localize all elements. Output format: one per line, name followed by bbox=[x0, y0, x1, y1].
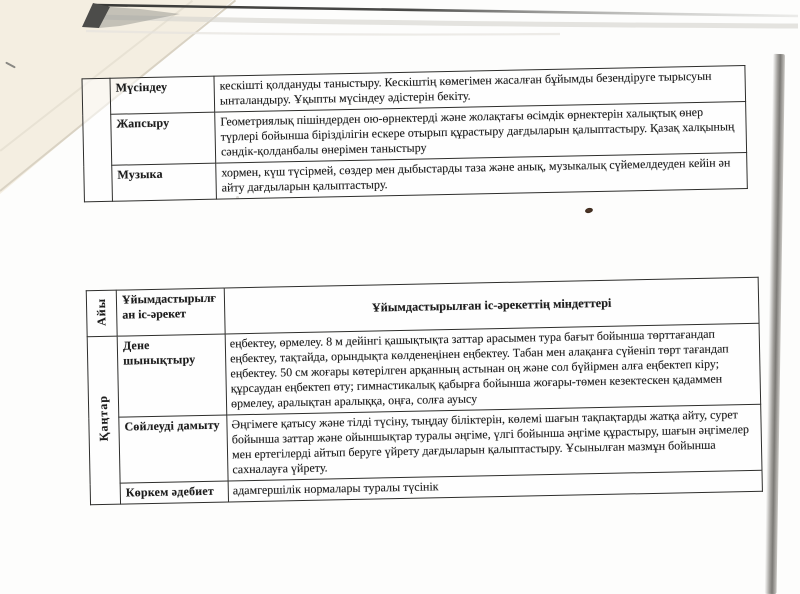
empty-left-column bbox=[82, 78, 112, 202]
activity-text: кескішті қолдануды таныстыру. Кескіштің көмегімен жасалған бұйымды безендіруге тырысуын ынталандыру. Ұқыпты мүсіндеу әдістерін бекіту. bbox=[214, 66, 746, 113]
month-header-label: Айы bbox=[93, 297, 109, 326]
activity-text: Әңгімеге қатысу және тілді түсіну, тыңдау біліктерін, көлемі шағын тақпақтарды жатқа айту, сурет бойынша заттар және ойыншықтар туралы әңгіме, үлгі бойынша әңгіме құрастыру, шағын әңгімелер мен ертегілерді айтып беруге үйрету дағдыларын қалыптастыру. Ұсынылған мазмұн бойынша сахналауға үйрету. bbox=[227, 404, 762, 481]
activities-table-top bbox=[81, 65, 747, 202]
activity-text: адамгершілік нормалары туралы түсінік bbox=[228, 470, 762, 502]
activity-label: Дене шынықтыру bbox=[117, 334, 227, 417]
tasks-column-header: Ұйымдастырылған іс-әрекеттің міндеттері bbox=[224, 277, 759, 334]
month-plan-table bbox=[86, 277, 763, 505]
activity-column-header: Ұйымдастырылған іс-әрекет bbox=[116, 288, 225, 336]
activity-label: Мүсіндеу bbox=[110, 76, 215, 114]
activity-label: Жапсыру bbox=[111, 112, 216, 165]
table-row bbox=[87, 323, 760, 417]
activity-label: Сөйлеуді дамыту bbox=[119, 415, 228, 483]
activity-text: Геометриялық пішіндерден ою-өрнектерді және жолақтағы өсімдік өрнектерін халықтық өнер түрлері бойынша бірізділігін ескере отырып құрастыру дағдыларын қалыптастыру. Қазақ халқының сәндік-қолданбалы өнерімен таныстыру bbox=[215, 102, 747, 164]
activity-label: Музыка bbox=[112, 163, 217, 201]
month-column-header bbox=[86, 290, 117, 337]
month-cell bbox=[87, 336, 120, 505]
activity-label: Көркем әдебиет bbox=[120, 481, 228, 504]
month-name: Қаңтар bbox=[95, 395, 111, 442]
activity-text: хормен, күш түсірмей, сөздер мен дыбыстарды таза және анық, музыкалық сүйемелдеуден кейін ән айту дағдыларын қалыптастыру. bbox=[216, 153, 748, 200]
activity-text: еңбектеу, өрмелеу. 8 м дейінгі қашықтықта заттар арасымен тура бағыт бойынша төрттағандап еңбектеу, тақтайда, орындықта көлденеңінен еңбектеу. Табан мен алақанға сүйеніп төрт тағандап еңбектеу. 50 см жоғары көтерілген арқанның астынан оң және сол бүйірмен алға еңбектеп кіру; құрсаудан еңбектеп өту; гимнастикалық қабырға бойынша жоғары-төмен кезектескен қадаммен өрмелеу, аралықтан аралыққа, оңға, солға ауысу bbox=[225, 323, 761, 415]
